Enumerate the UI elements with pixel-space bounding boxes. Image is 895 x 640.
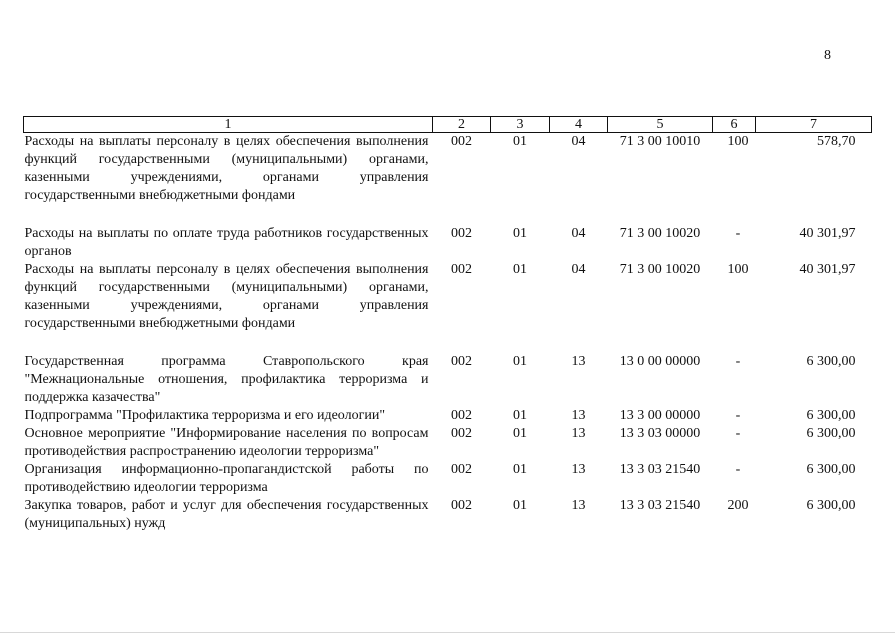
row-expense-type: - xyxy=(735,354,741,369)
budget-table xyxy=(23,116,872,533)
column-header: 7 xyxy=(756,117,872,133)
row-name: Расходы на выплаты по оплате труда работников государственных органов xyxy=(24,226,429,259)
column-header: 6 xyxy=(713,117,756,133)
row-subsection: 13 xyxy=(571,498,586,513)
row-amount: 6 300,00 xyxy=(806,354,856,369)
row-name: Организация информационно-пропагандистской работы по противодействию идеологии терроризма xyxy=(24,462,429,495)
table-row xyxy=(24,461,872,497)
row-name: Подпрограмма "Профилактика терроризма и его идеологии" xyxy=(24,408,386,423)
row-subsection: 13 xyxy=(571,354,586,369)
table-row xyxy=(24,225,872,261)
row-amount: 6 300,00 xyxy=(806,498,856,513)
table-row xyxy=(24,133,872,226)
row-expense-type: 100 xyxy=(727,262,749,277)
table-row xyxy=(24,425,872,461)
row-ministry: 002 xyxy=(451,134,472,149)
row-section: 01 xyxy=(513,498,527,513)
row-target-item: 13 0 00 00000 xyxy=(619,354,701,369)
row-section: 01 xyxy=(513,408,527,423)
row-expense-type: 100 xyxy=(727,134,749,149)
row-section: 01 xyxy=(513,426,527,441)
row-ministry: 002 xyxy=(451,426,472,441)
row-target-item: 71 3 00 10010 xyxy=(619,134,701,149)
row-ministry: 002 xyxy=(451,498,472,513)
row-target-item: 13 3 03 21540 xyxy=(619,462,701,477)
row-target-item: 13 3 03 00000 xyxy=(619,426,701,441)
row-ministry: 002 xyxy=(451,262,472,277)
row-section: 01 xyxy=(513,354,527,369)
row-subsection: 04 xyxy=(571,226,586,241)
row-subsection: 13 xyxy=(571,426,586,441)
row-amount: 40 301,97 xyxy=(799,226,856,241)
column-header: 5 xyxy=(608,117,713,133)
row-ministry: 002 xyxy=(451,462,472,477)
row-ministry: 002 xyxy=(451,408,472,423)
row-expense-type: - xyxy=(735,226,741,241)
row-name: Государственная программа Ставропольского края "Межнациональные отношения, профилактика терроризма и поддержка казачества" xyxy=(24,354,429,405)
row-name: Расходы на выплаты персоналу в целях обеспечения выполнения функций государственными (муниципальными) органами, казенными учреждениями, органами управления государственными внебюджетными фондами xyxy=(24,262,429,331)
row-section: 01 xyxy=(513,462,527,477)
row-amount: 6 300,00 xyxy=(806,462,856,477)
table-row xyxy=(24,353,872,407)
row-subsection: 13 xyxy=(571,408,586,423)
row-target-item: 13 3 00 00000 xyxy=(619,408,701,423)
column-header: 1 xyxy=(24,117,433,133)
row-expense-type: - xyxy=(735,462,741,477)
row-name: Закупка товаров, работ и услуг для обеспечения государственных (муниципальных) нужд xyxy=(24,498,429,531)
row-target-item: 13 3 03 21540 xyxy=(619,498,701,513)
column-header: 3 xyxy=(491,117,550,133)
row-section: 01 xyxy=(513,134,527,149)
row-name: Расходы на выплаты персоналу в целях обеспечения выполнения функций государственными (муниципальными) органами, казенными учреждениями, органами управления государственными внебюджетными фондами xyxy=(24,134,429,203)
page-number: 8 xyxy=(824,48,831,63)
row-name: Основное мероприятие "Информирование населения по вопросам противодействия распространению идеологии терроризма" xyxy=(24,426,429,459)
row-amount: 578,70 xyxy=(817,134,856,149)
table-header-row xyxy=(24,117,872,133)
row-expense-type: 200 xyxy=(727,498,749,513)
row-target-item: 71 3 00 10020 xyxy=(619,226,701,241)
column-header: 4 xyxy=(550,117,608,133)
row-section: 01 xyxy=(513,226,527,241)
row-subsection: 13 xyxy=(571,462,586,477)
row-target-item: 71 3 00 10020 xyxy=(619,262,701,277)
row-amount: 6 300,00 xyxy=(806,426,856,441)
row-expense-type: - xyxy=(735,408,741,423)
row-subsection: 04 xyxy=(571,134,586,149)
scan-edge-line xyxy=(0,632,895,633)
table-row xyxy=(24,407,872,425)
row-amount: 40 301,97 xyxy=(799,262,856,277)
row-subsection: 04 xyxy=(571,262,586,277)
row-ministry: 002 xyxy=(451,226,472,241)
row-amount: 6 300,00 xyxy=(806,408,856,423)
table-row xyxy=(24,261,872,353)
row-section: 01 xyxy=(513,262,527,277)
column-header: 2 xyxy=(433,117,491,133)
row-expense-type: - xyxy=(735,426,741,441)
row-ministry: 002 xyxy=(451,354,472,369)
table-row xyxy=(24,497,872,533)
